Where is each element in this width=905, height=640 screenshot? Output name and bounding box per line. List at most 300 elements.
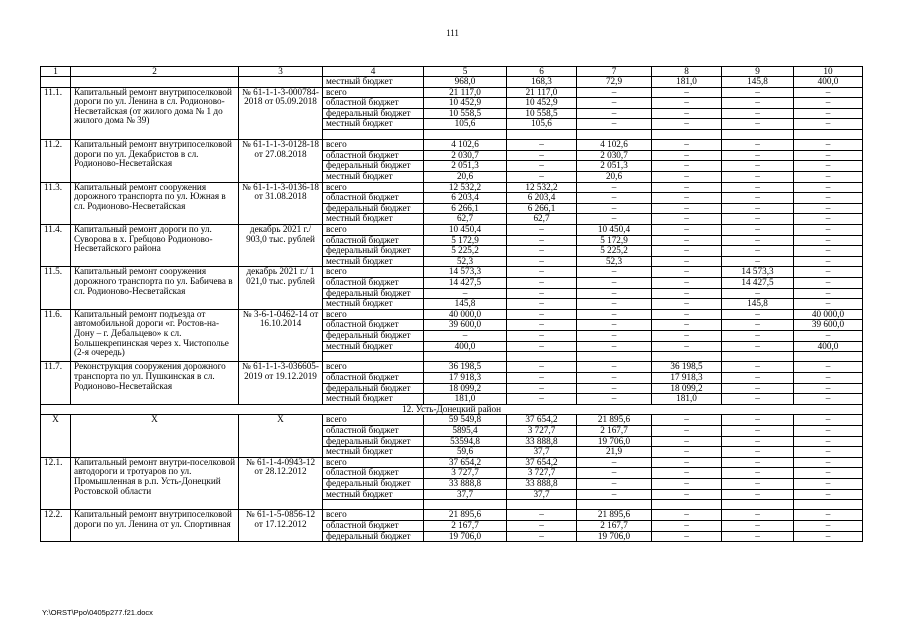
amount-cell: – [577,362,652,373]
amount-cell: – [577,277,652,288]
amount-cell: 4 102,6 [577,140,652,151]
object-name: Реконструкция сооружения дорожного транспорта по ул. Пушкинская в сл. Родионово-Несветайская [71,362,239,404]
table-row [41,309,863,320]
amount-cell: 33 888,8 [507,436,577,447]
amount-cell [577,352,652,362]
amount-cell: – [722,415,794,426]
budget-source: местный бюджет [323,214,424,225]
row-number: Х [41,415,71,457]
column-header: 6 [507,67,577,77]
amount-cell: – [722,193,794,204]
amount-cell: – [722,531,794,542]
amount-cell: – [722,288,794,299]
amount-cell: – [652,426,722,437]
amount-cell: – [507,330,577,341]
amount-cell [424,129,507,139]
amount-cell: 181,0 [652,77,722,88]
amount-cell: – [722,457,794,468]
amount-cell: – [652,521,722,532]
budget-source: федеральный бюджет [323,161,424,172]
amount-cell: 19 706,0 [577,531,652,542]
budget-source: всего [323,309,424,320]
amount-cell: – [722,489,794,500]
amount-cell: – [577,203,652,214]
amount-cell: – [794,119,863,130]
amount-cell: – [722,140,794,151]
amount-cell: – [652,267,722,278]
amount-cell: – [722,87,794,98]
amount-cell: 72,9 [577,77,652,88]
amount-cell: – [722,510,794,521]
column-header: 7 [577,67,652,77]
amount-cell: – [722,150,794,161]
amount-cell: 4 102,6 [424,140,507,151]
amount-cell: – [794,150,863,161]
amount-cell: – [577,119,652,130]
amount-cell: 53594,8 [424,436,507,447]
document-info: № 61-1-1-3-036605-2019 от 19.12.2019 [239,362,323,404]
amount-cell: – [652,330,722,341]
amount-cell: – [722,330,794,341]
amount-cell: – [577,468,652,479]
amount-cell: 145,8 [424,299,507,310]
budget-source: федеральный бюджет [323,246,424,257]
file-path-footer: Y:\ORST\Ppo\0405p277.f21.docx [42,608,153,617]
amount-cell: – [652,172,722,183]
amount-cell: – [652,415,722,426]
amount-cell: – [652,299,722,310]
amount-cell: 400,0 [424,341,507,352]
row-number [41,77,71,88]
table-row [41,510,863,521]
amount-cell: 2 167,7 [424,521,507,532]
amount-cell [794,500,863,510]
amount-cell: – [794,299,863,310]
amount-cell: 21 895,6 [577,510,652,521]
column-header: 10 [794,67,863,77]
amount-cell: 21 895,6 [424,510,507,521]
amount-cell: – [794,225,863,236]
amount-cell: 6 203,4 [424,193,507,204]
amount-cell: – [794,478,863,489]
amount-cell [652,352,722,362]
amount-cell: – [794,288,863,299]
amount-cell: 10 558,5 [424,108,507,119]
amount-cell: – [722,235,794,246]
amount-cell [794,129,863,139]
budget-source: местный бюджет [323,394,424,405]
amount-cell: – [794,373,863,384]
document-info: декабрь 2021 г./ 903,0 тыс. рублей [239,225,323,267]
amount-cell: – [577,87,652,98]
amount-cell: – [794,510,863,521]
row-number: 11.5. [41,267,71,309]
amount-cell: – [507,510,577,521]
amount-cell: 18 099,2 [652,383,722,394]
amount-cell: 968,0 [424,77,507,88]
amount-cell: 14 573,3 [722,267,794,278]
amount-cell: – [507,161,577,172]
amount-cell: – [507,531,577,542]
amount-cell: – [507,172,577,183]
amount-cell: – [722,225,794,236]
amount-cell: – [507,150,577,161]
object-name: Капитальный ремонт сооружения дорожного транспорта по ул. Бабичева в сл. Родионово-Несветайская [71,267,239,309]
amount-cell: 59 549,8 [424,415,507,426]
amount-cell: 20,6 [577,172,652,183]
amount-cell: 10 452,9 [507,98,577,109]
amount-cell: – [722,309,794,320]
amount-cell: 14 427,5 [722,277,794,288]
budget-source [323,352,424,362]
column-header: 4 [323,67,424,77]
budget-source: местный бюджет [323,119,424,130]
amount-cell: 10 450,4 [577,225,652,236]
budget-source: местный бюджет [323,77,424,88]
amount-cell: 145,8 [722,299,794,310]
amount-cell: – [577,214,652,225]
amount-cell: – [652,309,722,320]
budget-source: областной бюджет [323,193,424,204]
amount-cell: – [652,225,722,236]
amount-cell: – [652,489,722,500]
amount-cell: – [577,98,652,109]
amount-cell [577,129,652,139]
amount-cell: 168,3 [507,77,577,88]
amount-cell: – [577,267,652,278]
table-row [41,140,863,151]
budget-source: федеральный бюджет [323,108,424,119]
amount-cell: 37 654,2 [424,457,507,468]
amount-cell: 6 203,4 [507,193,577,204]
table-row [41,415,863,426]
row-number: 11.6. [41,309,71,362]
budget-source [323,129,424,139]
amount-cell: – [794,415,863,426]
amount-cell: – [652,203,722,214]
amount-cell: – [722,383,794,394]
amount-cell: – [507,521,577,532]
budget-source: местный бюджет [323,299,424,310]
budget-source: местный бюджет [323,489,424,500]
budget-source: всего [323,225,424,236]
column-header: 1 [41,67,71,77]
object-name: Капитальный ремонт внутрипоселковой дороги по ул. Ленина от ул. Спортивная [71,510,239,542]
amount-cell: – [722,203,794,214]
amount-cell: 17 918,3 [652,373,722,384]
object-name: Х [71,415,239,457]
table-row [41,362,863,373]
section-title: 12. Усть-Донецкий район [41,404,863,415]
amount-cell: 5 172,9 [424,235,507,246]
row-number: 12.1. [41,457,71,510]
object-name: Капитальный ремонт внутрипоселковой дороги по ул. Ленина в сл. Родионово-Несветайская (от жилого дома № 1 до жилого дома № 39) [71,87,239,140]
budget-table [40,66,863,542]
amount-cell [722,500,794,510]
amount-cell: – [794,203,863,214]
budget-source: федеральный бюджет [323,383,424,394]
amount-cell: 14 427,5 [424,277,507,288]
amount-cell: 17 918,3 [424,373,507,384]
amount-cell: 21 895,6 [577,415,652,426]
amount-cell: 12 532,2 [507,182,577,193]
amount-cell [424,352,507,362]
amount-cell: – [794,436,863,447]
table-row [41,267,863,278]
amount-cell: 400,0 [794,341,863,352]
amount-cell [424,500,507,510]
amount-cell: – [577,489,652,500]
amount-cell [507,129,577,139]
table-row [41,182,863,193]
amount-cell [652,129,722,139]
amount-cell: – [722,98,794,109]
amount-cell: – [652,468,722,479]
column-header: 5 [424,67,507,77]
amount-cell: – [424,330,507,341]
row-number: 11.4. [41,225,71,267]
object-name [71,77,239,88]
amount-cell: – [652,193,722,204]
amount-cell: – [722,172,794,183]
document-info: декабрь 2021 г./ 1 021,0 тыс. рублей [239,267,323,309]
amount-cell: – [507,373,577,384]
amount-cell: – [794,214,863,225]
amount-cell: 2 030,7 [424,150,507,161]
amount-cell: 33 888,8 [507,478,577,489]
document-info: № 61-1-1-3-000784-2018 от 05.09.2018 [239,87,323,140]
amount-cell: – [652,140,722,151]
budget-source: всего [323,87,424,98]
amount-cell: – [577,394,652,405]
amount-cell: 52,3 [577,256,652,267]
amount-cell: – [794,256,863,267]
amount-cell: – [507,383,577,394]
amount-cell: – [507,277,577,288]
amount-cell: – [652,277,722,288]
budget-source: всего [323,140,424,151]
budget-source: федеральный бюджет [323,478,424,489]
document-info: № 61-1-5-0856-12 от 17.12.2012 [239,510,323,542]
amount-cell: – [794,140,863,151]
object-name: Капитальный ремонт внутри-поселковой автодороги и тротуаров по ул. Промышленная в р.п. Усть-Донецкий Ростовской области [71,457,239,510]
amount-cell [507,500,577,510]
amount-cell: 2 030,7 [577,150,652,161]
row-number: 11.2. [41,140,71,182]
amount-cell: 37 654,2 [507,457,577,468]
amount-cell: – [652,288,722,299]
amount-cell: – [794,531,863,542]
amount-cell: 181,0 [424,394,507,405]
row-number: 12.2. [41,510,71,542]
amount-cell: 3 727,7 [507,426,577,437]
amount-cell: – [577,457,652,468]
amount-cell: – [577,309,652,320]
amount-cell: – [722,161,794,172]
amount-cell: – [652,436,722,447]
amount-cell: 37,7 [507,447,577,458]
amount-cell: – [577,288,652,299]
amount-cell: 2 051,3 [424,161,507,172]
amount-cell: – [652,447,722,458]
table-row [41,87,863,98]
amount-cell: – [507,235,577,246]
amount-cell: – [794,468,863,479]
amount-cell: – [722,246,794,257]
amount-cell: – [652,161,722,172]
amount-cell: – [794,172,863,183]
amount-cell: – [794,277,863,288]
amount-cell: – [652,98,722,109]
amount-cell: – [722,521,794,532]
amount-cell: 36 198,5 [652,362,722,373]
amount-cell: – [652,214,722,225]
amount-cell: – [794,235,863,246]
document-info: Х [239,415,323,457]
budget-source: всего [323,457,424,468]
amount-cell: – [507,394,577,405]
amount-cell [794,352,863,362]
amount-cell: 18 099,2 [424,383,507,394]
amount-cell: 105,6 [424,119,507,130]
amount-cell: – [577,108,652,119]
object-name: Капитальный ремонт сооружения дорожного транспорта по ул. Южная в сл. Родионово-Несветайская [71,182,239,224]
amount-cell: – [652,108,722,119]
budget-source: областной бюджет [323,468,424,479]
amount-cell: – [577,299,652,310]
amount-cell: 37,7 [507,489,577,500]
amount-cell: 6 266,1 [507,203,577,214]
amount-cell: 5 172,9 [577,235,652,246]
amount-cell: 20,6 [424,172,507,183]
document-info: № 61-1-1-3-0136-18 от 31.08.2018 [239,182,323,224]
amount-cell: – [794,246,863,257]
amount-cell: – [722,341,794,352]
amount-cell: – [722,436,794,447]
amount-cell: 52,3 [424,256,507,267]
amount-cell: 145,8 [722,77,794,88]
amount-cell: 181,0 [652,394,722,405]
amount-cell: – [722,478,794,489]
amount-cell: – [794,383,863,394]
amount-cell: 105,6 [507,119,577,130]
object-name: Капитальный ремонт подъезда от автомобильной дороги «г. Ростов-на-Дону – г. Дебальцево» к сл. Большекрепинская через х. Чистополье (2-я очередь) [71,309,239,362]
document-info: № 3-6-1-0462-14 от 16.10.2014 [239,309,323,362]
page-number: 111 [446,28,459,38]
amount-cell: 40 000,0 [794,309,863,320]
amount-cell: – [794,330,863,341]
amount-cell: – [794,457,863,468]
amount-cell: – [722,119,794,130]
amount-cell: – [507,267,577,278]
budget-source: федеральный бюджет [323,436,424,447]
amount-cell [507,352,577,362]
amount-cell: – [577,373,652,384]
amount-cell: 40 000,0 [424,309,507,320]
budget-source: областной бюджет [323,320,424,331]
amount-cell: – [507,309,577,320]
amount-cell: – [652,87,722,98]
amount-cell: – [652,182,722,193]
amount-cell: – [794,161,863,172]
amount-cell: 14 573,3 [424,267,507,278]
budget-source: областной бюджет [323,150,424,161]
amount-cell: 5895,4 [424,426,507,437]
budget-source: областной бюджет [323,521,424,532]
amount-cell: 21 117,0 [424,87,507,98]
amount-cell: – [722,373,794,384]
budget-source [323,500,424,510]
document-info: № 61-1-1-3-0128-18 от 27.08.2018 [239,140,323,182]
amount-cell: – [507,225,577,236]
amount-cell: 2 167,7 [577,426,652,437]
amount-cell: – [794,267,863,278]
table-row [41,225,863,236]
amount-cell: – [722,362,794,373]
amount-cell: – [794,394,863,405]
amount-cell: 10 558,5 [507,108,577,119]
amount-cell: 36 198,5 [424,362,507,373]
section-row [41,404,863,415]
budget-source: областной бюджет [323,235,424,246]
amount-cell: – [652,235,722,246]
budget-source: местный бюджет [323,172,424,183]
amount-cell: – [507,246,577,257]
document-info: № 61-1-4-0943-12 от 28.12.2012 [239,457,323,510]
amount-cell: 21,9 [577,447,652,458]
amount-cell: – [794,87,863,98]
amount-cell: – [794,193,863,204]
table-row [41,77,863,88]
amount-cell: – [507,341,577,352]
amount-cell: 59,6 [424,447,507,458]
budget-source: областной бюджет [323,426,424,437]
column-header: 8 [652,67,722,77]
amount-cell: – [794,426,863,437]
amount-cell: – [794,98,863,109]
budget-source: местный бюджет [323,447,424,458]
budget-source: областной бюджет [323,98,424,109]
amount-cell: 5 225,2 [424,246,507,257]
amount-cell: 21 117,0 [507,87,577,98]
amount-cell: 19 706,0 [577,436,652,447]
column-header: 9 [722,67,794,77]
budget-source: местный бюджет [323,256,424,267]
amount-cell: 10 450,4 [424,225,507,236]
amount-cell: – [652,119,722,130]
amount-cell: – [577,341,652,352]
amount-cell: – [652,256,722,267]
amount-cell: – [652,457,722,468]
amount-cell: 39 600,0 [794,320,863,331]
row-number: 11.7. [41,362,71,404]
budget-source: федеральный бюджет [323,203,424,214]
budget-source: областной бюджет [323,277,424,288]
amount-cell [722,129,794,139]
amount-cell [577,500,652,510]
amount-cell: 39 600,0 [424,320,507,331]
budget-source: всего [323,415,424,426]
amount-cell: – [794,182,863,193]
amount-cell [722,352,794,362]
amount-cell: 400,0 [794,77,863,88]
amount-cell: – [652,341,722,352]
amount-cell: – [722,108,794,119]
amount-cell: – [507,320,577,331]
amount-cell: – [652,510,722,521]
amount-cell: – [722,447,794,458]
amount-cell: 12 532,2 [424,182,507,193]
